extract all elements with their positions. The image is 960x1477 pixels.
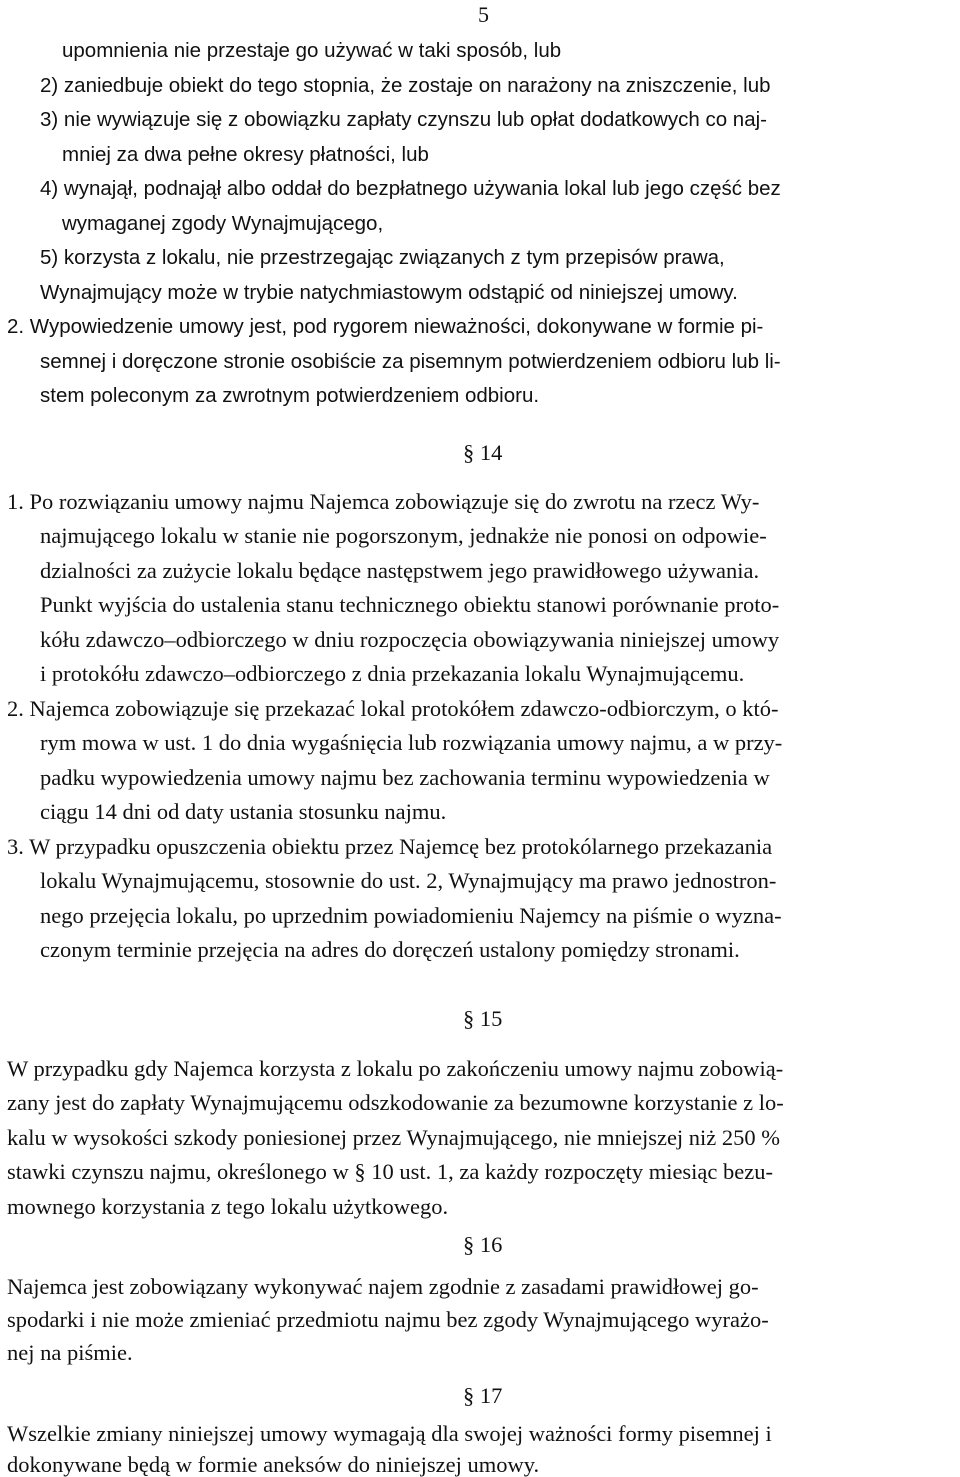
text-line: Wynajmujący może w trybie natychmiastowym odstąpić od niniejszej umowy. [40, 281, 738, 304]
text-line: stem poleconym za zwrotnym potwierdzeniem odbioru. [40, 384, 540, 407]
text-line: dokonywane będą w formie aneksów do niniejszej umowy. [7, 1452, 540, 1477]
text-line: padku wypowiedzenia umowy najmu bez zachowania terminu wypowiedzenia w [40, 765, 770, 790]
text-line: Najemca jest zobowiązany wykonywać najem zgodnie z zasadami prawidłowej go- [7, 1274, 759, 1299]
section-heading-14: § 14 [463, 440, 503, 465]
section-heading-15: § 15 [463, 1006, 503, 1031]
text-line: lokalu Wynajmującemu, stosownie do ust. 2, Wynajmujący ma prawo jednostron- [40, 868, 777, 893]
text-line: dzialności za zużycie lokalu będące następstwem jego prawidłowego używania. [40, 558, 760, 583]
text-line: i protokółu zdawczo–odbiorczego z dnia przekazania lokalu Wynajmującemu. [40, 661, 745, 686]
text-line: 3. W przypadku opuszczenia obiektu przez Najemcę bez protokólarnego przekazania [7, 834, 773, 859]
text-line: spodarki i nie może zmieniać przedmiotu najmu bez zgody Wynajmującego wyrażo- [7, 1307, 769, 1332]
text-line: 3) nie wywiązuje się z obowiązku zapłaty czynszu lub opłat dodatkowych co naj- [40, 108, 767, 131]
page-number: 5 [478, 2, 489, 27]
text-line: semnej i doręczone stronie osobiście za pisemnym potwierdzeniem odbioru lub li- [40, 350, 781, 373]
text-line: rym mowa w ust. 1 do dnia wygaśnięcia lub rozwiązania umowy najmu, a w przy- [40, 730, 783, 755]
text-line: 2. Wypowiedzenie umowy jest, pod rygorem nieważności, dokonywane w formie pi- [7, 315, 764, 338]
text-line: kalu w wysokości szkody poniesionej przez Wynajmującego, nie mniejszej niż 250 % [7, 1125, 781, 1150]
text-line: 1. Po rozwiązaniu umowy najmu Najemca zobowiązuje się do zwrotu na rzecz Wy- [7, 489, 760, 514]
text-line: 5) korzysta z lokalu, nie przestrzegając związanych z tym przepisów prawa, [40, 246, 725, 269]
text-line: 2) zaniedbuje obiekt do tego stopnia, że zostaje on narażony na zniszczenie, lub [40, 74, 771, 97]
text-line: ciągu 14 dni od daty ustania stosunku najmu. [40, 799, 447, 824]
text-line: upomnienia nie przestaje go używać w taki sposób, lub [62, 39, 562, 62]
text-line: stawki czynszu najmu, określonego w § 10 ust. 1, za każdy rozpoczęty miesiąc bezu- [7, 1159, 773, 1184]
text-line: 4) wynajął, podnajął albo oddał do bezpłatnego używania lokal lub jego część bez [40, 177, 781, 200]
text-line: najmującego lokalu w stanie nie pogorszonym, jednakże nie ponosi on odpowie- [40, 523, 767, 548]
text-line: nego przejęcia lokalu, po uprzednim powiadomieniu Najemcy na piśmie o wyzna- [40, 903, 782, 928]
text-line: zany jest do zapłaty Wynajmującemu odszkodowanie za bezumowne korzystanie z lo- [7, 1090, 784, 1115]
section-heading-17: § 17 [463, 1383, 503, 1408]
text-line: 2. Najemca zobowiązuje się przekazać lokal protokółem zdawczo-odbiorczym, o któ- [7, 696, 779, 721]
section-heading-16: § 16 [463, 1232, 503, 1257]
text-line: Wszelkie zmiany niniejszej umowy wymagają dla swojej ważności formy pisemnej i [7, 1421, 772, 1446]
text-line: kółu zdawczo–odbiorczego w dniu rozpoczęcia obowiązywania niniejszej umowy [40, 627, 780, 652]
text-line: mownego korzystania z tego lokalu użytkowego. [7, 1194, 449, 1219]
text-line: czonym terminie przejęcia na adres do doręczeń ustalony pomiędzy stronami. [40, 937, 740, 962]
text-line: wymaganej zgody Wynajmującego, [62, 212, 384, 235]
text-line: W przypadku gdy Najemca korzysta z lokalu po zakończeniu umowy najmu zobowią- [7, 1056, 784, 1081]
text-line: mniej za dwa pełne okresy płatności, lub [62, 143, 429, 166]
text-line: Punkt wyjścia do ustalenia stanu technicznego obiektu stanowi porównanie proto- [40, 592, 780, 617]
text-line: nej na piśmie. [7, 1340, 133, 1365]
